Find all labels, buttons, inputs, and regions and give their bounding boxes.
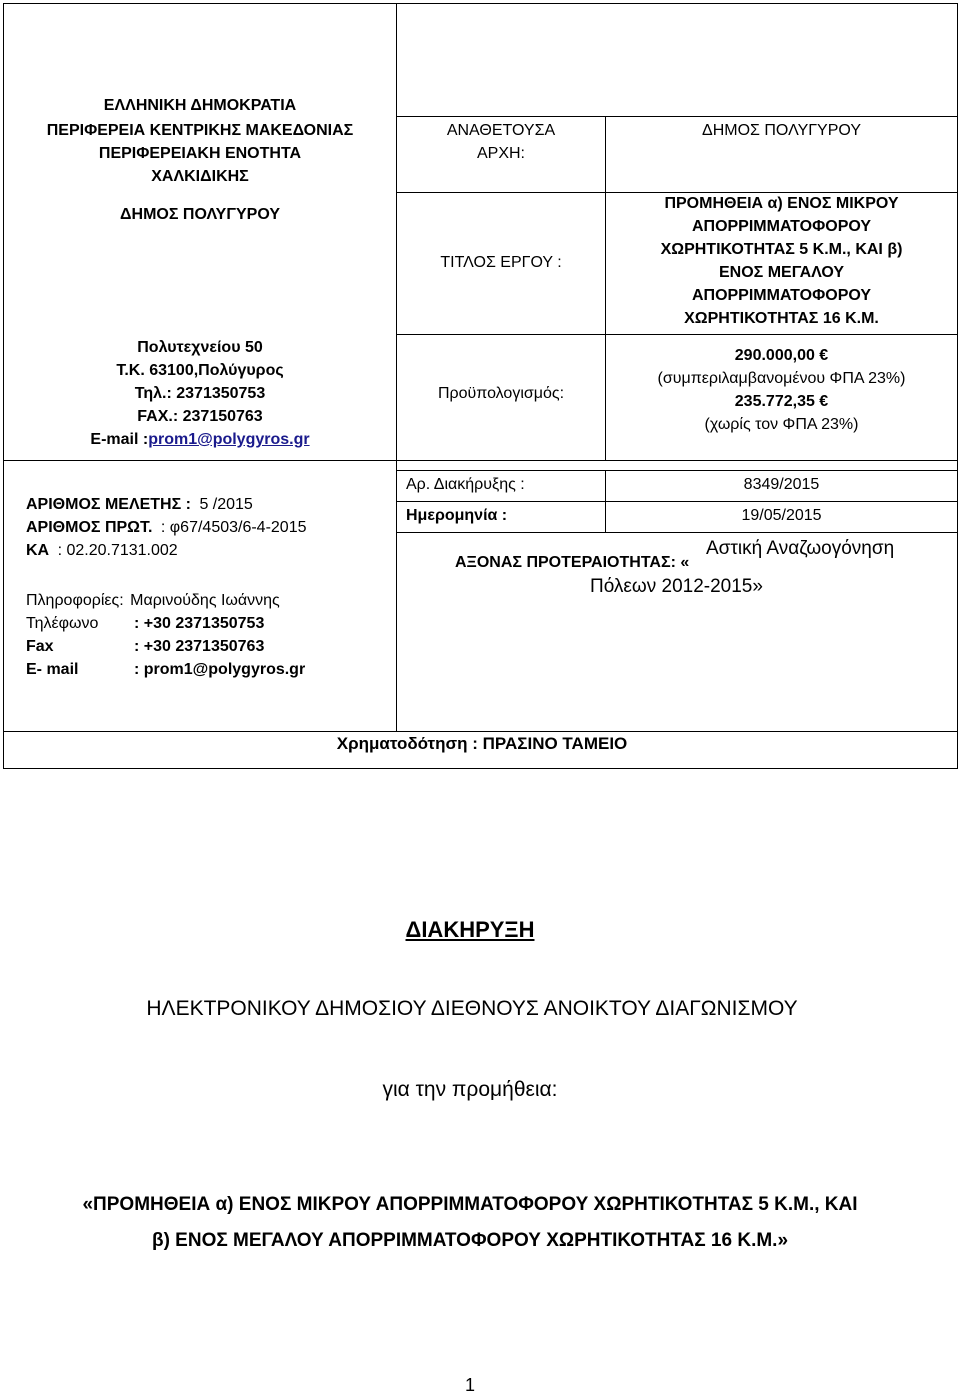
address: Πολυτεχνείου 50 — [137, 339, 263, 356]
authority-label-line-1: ΑΝΑΘΕΤΟΥΣΑ — [446, 122, 556, 139]
region-line-3: ΧΑΛΚΙΔΙΚΗΣ — [151, 168, 249, 185]
ka-value: : 02.20.7131.002 — [57, 542, 178, 559]
phone-row — [26, 613, 264, 635]
budget-with-vat: 290.000,00 € — [734, 347, 829, 364]
phone-value: : +30 2371350753 — [134, 615, 265, 632]
issuer-email — [4, 429, 396, 451]
country-name: ΕΛΛΗΝΙΚΗ ΔΗΜΟΚΡΑΤΙΑ — [103, 97, 297, 114]
email-row-value: : prom1@polygyros.gr — [134, 661, 306, 678]
info-label: Πληροφορίες: — [26, 592, 124, 609]
study-number — [26, 494, 253, 516]
title-line-2: ΑΠΟΡΡΙΜΜΑΤΟΦΟΡΟΥ — [691, 218, 872, 235]
telephone: Τηλ.: 2371350753 — [134, 385, 266, 402]
email-label: E-mail : — [90, 431, 149, 448]
info-value: Μαρινούδης Ιωάννης — [130, 592, 280, 609]
authority-label-line-2: ΑΡΧΗ: — [476, 145, 525, 162]
email-row — [26, 659, 305, 681]
title-line-3: ΧΩΡΗΤΙΚΟΤΗΤΑΣ 5 Κ.Μ., ΚΑΙ β) — [660, 241, 903, 258]
fax-row — [26, 636, 264, 658]
study-number-value: 5 /2015 — [199, 496, 253, 513]
priority-axis-label: ΑΞΟΝΑΣ ΠΡΟΤΕΡΑΙΟΤΗΤΑΣ: « — [455, 554, 690, 571]
phone-label: Τηλέφωνο — [26, 615, 99, 632]
protocol-value: : φ67/4503/6-4-2015 — [160, 519, 307, 536]
region-line-2: ΠΕΡΙΦΕΡΕΙΑΚΗ ΕΝΟΤΗΤΑ — [98, 145, 302, 162]
title-label: ΤΙΤΛΟΣ ΕΡΓΟΥ : — [440, 254, 562, 271]
fax-label: Fax — [26, 638, 54, 655]
authority-value: ΔΗΜΟΣ ΠΟΛΥΓΥΡΟΥ — [702, 122, 861, 139]
region-line-1: ΠΕΡΙΦΕΡΕΙΑ ΚΕΝΤΡΙΚΗΣ ΜΑΚΕΔΟΝΙΑΣ — [46, 122, 354, 139]
ka-label: ΚΑ — [26, 542, 50, 559]
protocol-label: ΑΡΙΘΜΟΣ ΠΡΩΤ. — [26, 519, 153, 536]
title-line-5: ΑΠΟΡΡΙΜΜΑΤΟΦΟΡΟΥ — [691, 287, 872, 304]
postal-code: Τ.Κ. 63100,Πολύγυρος — [116, 362, 284, 379]
municipality-name: ΔΗΜΟΣ ΠΟΛΥΓΥΡΟΥ — [120, 206, 280, 223]
notice-subheading: ΗΛΕΚΤΡΟΝΙΚΟΥ ΔΗΜΟΣΙΟΥ ΔΙΕΘΝΟΥΣ ΑΝΟΙΚΤΟΥ ΔΙΑΓΩΝΙΣΜΟΥ — [146, 997, 798, 1020]
declaration-date-label: Ημερομηνία : — [406, 507, 508, 524]
priority-axis-value-1: Αστική Αναζωογόνηση — [706, 538, 895, 559]
budget-without-vat: 235.772,35 € — [734, 393, 829, 410]
protocol-number — [26, 517, 307, 539]
notice-subject-line-2: β) ΕΝΟΣ ΜΕΓΑΛΟΥ ΑΠΟΡΡΙΜΜΑΤΟΦΟΡΟΥ ΧΩΡΗΤΙΚΟΤΗΤΑΣ 16 Κ.Μ.» — [151, 1230, 789, 1251]
priority-axis-value-2: Πόλεων 2012-2015» — [590, 576, 763, 597]
title-line-4: ΕΝΟΣ ΜΕΓΑΛΟΥ — [718, 264, 845, 281]
funding-source: Χρηματοδότηση : ΠΡΑΣΙΝΟ ΤΑΜΕΙΟ — [336, 734, 628, 753]
title-line-1: ΠΡΟΜΗΘΕΙΑ α) ΕΝΟΣ ΜΙΚΡΟΥ — [664, 195, 899, 212]
ka-code — [26, 540, 178, 562]
notice-subject-line-1: «ΠΡΟΜΗΘΕΙΑ α) ΕΝΟΣ ΜΙΚΡΟΥ ΑΠΟΡΡΙΜΜΑΤΟΦΟΡΟΥ ΧΩΡΗΤΙΚΟΤΗΤΑΣ 5 Κ.Μ., ΚΑΙ — [82, 1194, 858, 1215]
budget-without-vat-note: (χωρίς τον ΦΠΑ 23%) — [704, 416, 859, 433]
fax-value: : +30 2371350763 — [134, 638, 265, 655]
study-number-label: ΑΡΙΘΜΟΣ ΜΕΛΕΤΗΣ : — [26, 496, 191, 513]
budget-label: Προϋπολογισμός: — [437, 385, 565, 402]
fax-number: FAX.: 237150763 — [137, 408, 263, 425]
notice-heading: ΔΙΑΚΗΡΥΞΗ — [405, 917, 535, 942]
declaration-date-value: 19/05/2015 — [741, 507, 822, 524]
declaration-number-value: 8349/2015 — [743, 476, 820, 493]
declaration-number-label: Αρ. Διακήρυξης : — [406, 476, 525, 493]
email-row-label: E- mail — [26, 661, 79, 678]
info-contact — [26, 590, 280, 612]
notice-for-text: για την προμήθεια: — [382, 1078, 558, 1101]
budget-with-vat-note: (συμπεριλαμβανομένου ΦΠΑ 23%) — [657, 370, 906, 387]
email-link[interactable]: prom1@polygyros.gr — [148, 431, 310, 448]
page-number: 1 — [464, 1375, 475, 1395]
title-line-6: ΧΩΡΗΤΙΚΟΤΗΤΑΣ 16 Κ.Μ. — [684, 310, 879, 327]
